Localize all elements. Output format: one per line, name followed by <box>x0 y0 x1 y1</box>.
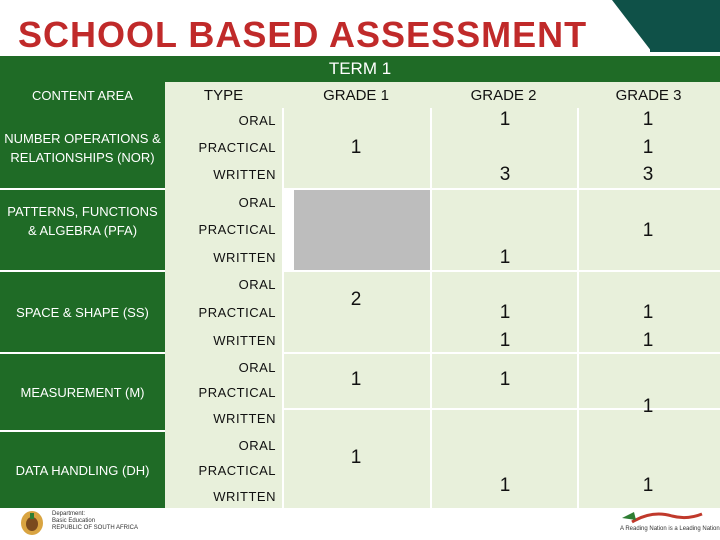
grade2-pfa-written-value: 1 <box>499 247 511 268</box>
grade3-dh-written-value: 1 <box>642 475 654 496</box>
page-title: SCHOOL BASED ASSESSMENT <box>18 14 588 55</box>
grade1-dh-value: 1 <box>350 447 362 468</box>
grade3-ss-practical-value: 1 <box>642 302 654 323</box>
type-written: WRITTEN <box>213 250 276 265</box>
grade2-nor-oral-value: 1 <box>499 109 511 130</box>
type-oral: ORAL <box>238 438 276 453</box>
type-oral: ORAL <box>238 360 276 375</box>
slogan: A Reading Nation is a Leading Nation <box>620 526 720 532</box>
grade1-ss-value: 2 <box>350 289 362 310</box>
grade1-ss-cell <box>284 272 430 352</box>
department-name <box>52 511 138 532</box>
content-area-nor: NUMBER OPERATIONS & RELATIONSHIPS (NOR) <box>0 108 165 188</box>
header-grade3: GRADE 3 <box>577 82 720 108</box>
grade2-ss-written-value: 1 <box>499 330 511 351</box>
header-grade1: GRADE 1 <box>282 82 430 108</box>
grade3-pfa-practical-value: 1 <box>642 220 654 241</box>
dept-line-3: REPUBLIC OF SOUTH AFRICA <box>52 525 139 531</box>
grade3-ss-written-value: 1 <box>642 330 654 351</box>
term-header: TERM 1 <box>0 56 720 82</box>
type-written: WRITTEN <box>213 489 276 504</box>
type-practical: PRACTICAL <box>198 222 276 237</box>
header-type: TYPE <box>165 82 282 108</box>
grade2-m-practical-value: 1 <box>499 369 511 390</box>
type-oral: ORAL <box>238 277 276 292</box>
type-oral: ORAL <box>238 195 276 210</box>
type-oral: ORAL <box>238 113 276 128</box>
content-area-pfa: PATTERNS, FUNCTIONS & ALGEBRA (PFA) <box>0 190 165 270</box>
type-written: WRITTEN <box>213 411 276 426</box>
header-grade2: GRADE 2 <box>430 82 577 108</box>
grade1-nor-value: 1 <box>350 137 362 158</box>
corner-decoration <box>612 0 652 52</box>
type-written: WRITTEN <box>213 167 276 182</box>
content-area-ss: SPACE & SHAPE (SS) <box>0 272 165 352</box>
type-practical: PRACTICAL <box>198 385 276 400</box>
dept-line-2: Basic Education <box>52 518 96 524</box>
grade2-nor-written-value: 3 <box>499 164 511 185</box>
grade3-m-written-value: 1 <box>642 396 654 417</box>
content-area-dh: DATA HANDLING (DH) <box>0 432 165 508</box>
grade3-nor-written-value: 3 <box>642 164 654 185</box>
grade3-nor-oral-value: 1 <box>642 109 654 130</box>
type-practical: PRACTICAL <box>198 463 276 478</box>
type-practical: PRACTICAL <box>198 305 276 320</box>
content-area-m: MEASUREMENT (M) <box>0 354 165 430</box>
reading-nation-logo-icon <box>612 508 712 528</box>
grade1-pfa-cell <box>294 190 430 270</box>
grade1-m-value: 1 <box>350 369 362 390</box>
grade2-dh-written-value: 1 <box>499 475 511 496</box>
grade2-ss-practical-value: 1 <box>499 302 511 323</box>
coat-of-arms-icon <box>18 510 46 536</box>
corner-decoration-block <box>650 0 720 52</box>
header-content-area: CONTENT AREA <box>0 82 165 108</box>
type-written: WRITTEN <box>213 333 276 348</box>
type-practical: PRACTICAL <box>198 140 276 155</box>
dept-line-1: Department: <box>52 511 86 517</box>
grade3-nor-practical-value: 1 <box>642 137 654 158</box>
